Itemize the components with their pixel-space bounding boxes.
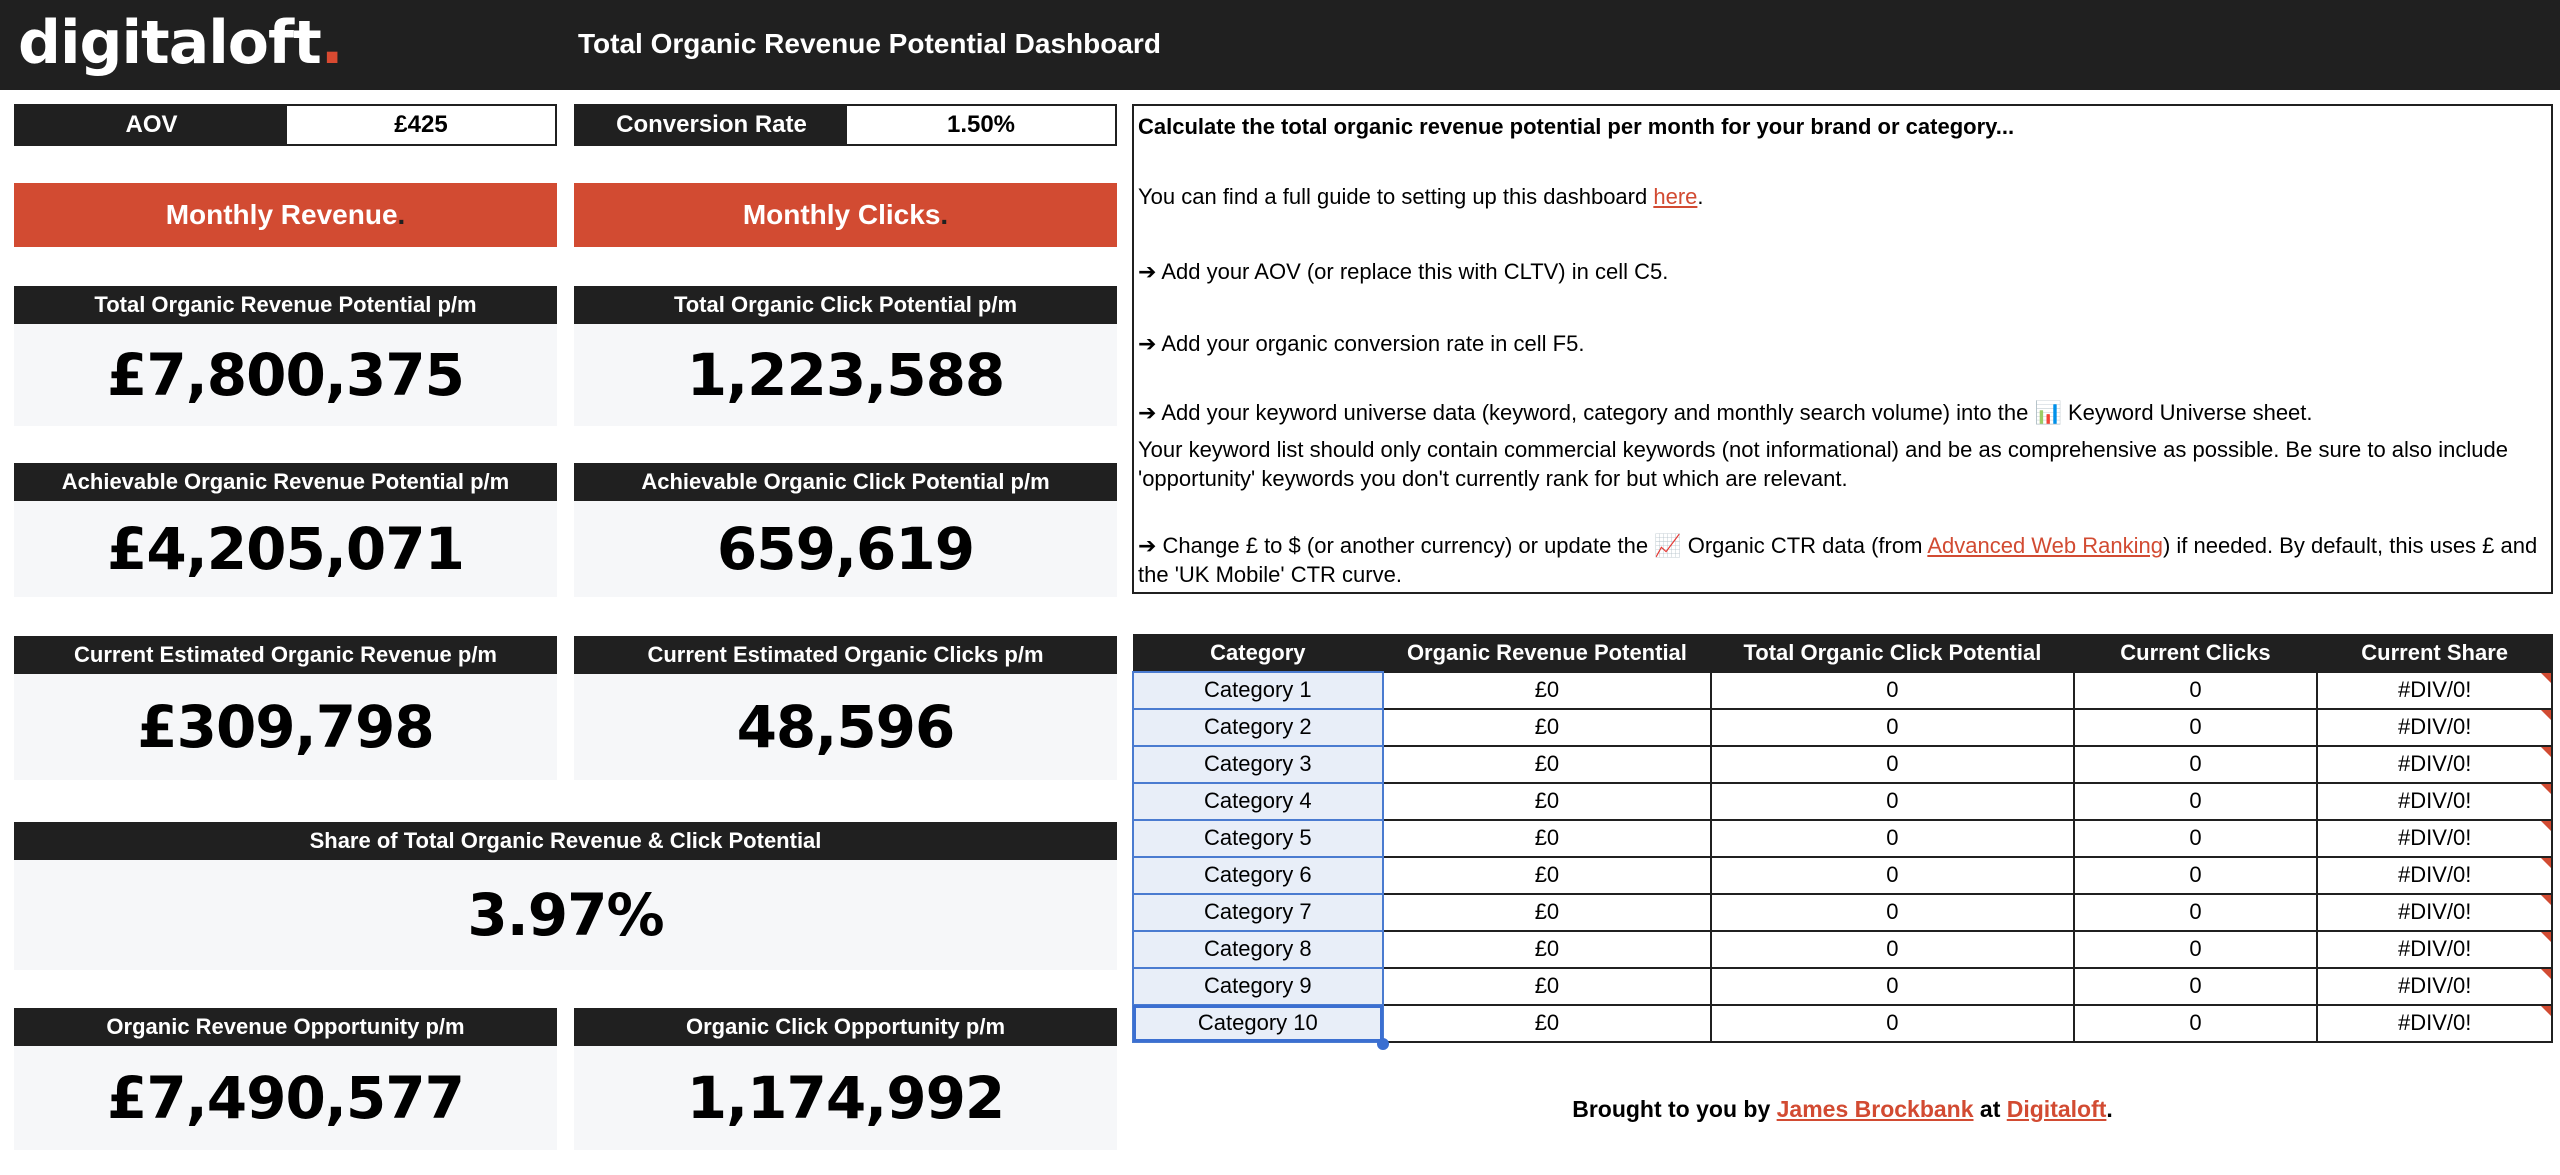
credits-suffix: . bbox=[2106, 1096, 2113, 1122]
instructions-heading: Calculate the total organic revenue potential per month for your brand or category... bbox=[1138, 114, 2015, 139]
step-currency-suffix: ) if needed. By default, this uses £ and the 'UK Mobile' CTR curve. bbox=[1138, 533, 2538, 587]
table-cell[interactable]: £0 bbox=[1383, 709, 1712, 746]
card-value: 48,596 bbox=[574, 674, 1117, 780]
step-conversion: ➔ Add your organic conversion rate in cell F5. bbox=[1138, 331, 1585, 356]
card-label: Total Organic Revenue Potential p/m bbox=[14, 286, 557, 324]
column-header: Category bbox=[1133, 635, 1383, 672]
table-cell[interactable]: 0 bbox=[1711, 672, 2073, 709]
credits-prefix: Brought to you by bbox=[1572, 1096, 1777, 1122]
table-cell[interactable]: 0 bbox=[2074, 672, 2318, 709]
table-cell[interactable]: 0 bbox=[2074, 783, 2318, 820]
card-value: 1,223,588 bbox=[574, 324, 1117, 426]
step-currency bbox=[1138, 531, 2547, 589]
current-clicks-card bbox=[574, 636, 1117, 780]
aov-value-cell[interactable]: £425 bbox=[287, 106, 555, 144]
card-label: Achievable Organic Click Potential p/m bbox=[574, 463, 1117, 501]
step-keywords-text: ➔ Add your keyword universe data (keyword, category and monthly search volume) into the bbox=[1138, 400, 2035, 425]
table-cell[interactable]: #DIV/0! bbox=[2317, 968, 2552, 1005]
category-cell[interactable]: Category 10 bbox=[1133, 1005, 1383, 1042]
column-header: Organic Revenue Potential bbox=[1383, 635, 1712, 672]
table-cell[interactable]: £0 bbox=[1383, 1005, 1712, 1042]
category-cell[interactable]: Category 9 bbox=[1133, 968, 1383, 1005]
credits-middle: at bbox=[1973, 1096, 2007, 1122]
table-row bbox=[1133, 894, 2552, 931]
table-cell[interactable]: 0 bbox=[2074, 968, 2318, 1005]
table-row bbox=[1133, 931, 2552, 968]
step-keywords-sheet: Keyword Universe sheet. bbox=[2061, 400, 2313, 425]
bar-chart-icon: 📊 bbox=[2034, 400, 2062, 425]
step-aov: ➔ Add your AOV (or replace this with CLTV) in cell C5. bbox=[1138, 259, 1669, 284]
table-cell[interactable]: 0 bbox=[2074, 746, 2318, 783]
author-link[interactable]: James Brockbank bbox=[1776, 1096, 1974, 1122]
guide-link[interactable]: here bbox=[1653, 184, 1698, 209]
table-cell[interactable]: #DIV/0! bbox=[2317, 783, 2552, 820]
table-cell[interactable]: £0 bbox=[1383, 857, 1712, 894]
step-keywords bbox=[1138, 398, 2547, 427]
guide-period: . bbox=[1697, 184, 1704, 209]
current-revenue-card bbox=[14, 636, 557, 780]
revenue-opportunity-card bbox=[14, 1008, 557, 1150]
table-cell[interactable]: #DIV/0! bbox=[2317, 857, 2552, 894]
keywords-note: Your keyword list should only contain commercial keywords (not informational) and be as comprehensive as possible. Be sure to also include 'opportunity' keywords you don't currently rank for but which are relevant. bbox=[1138, 437, 2508, 491]
conversion-rate-input-row bbox=[574, 104, 1117, 146]
table-cell[interactable]: 0 bbox=[2074, 857, 2318, 894]
column-header: Total Organic Click Potential bbox=[1711, 635, 2073, 672]
card-value: 659,619 bbox=[574, 501, 1117, 597]
table-cell[interactable]: 0 bbox=[2074, 709, 2318, 746]
table-cell[interactable]: 0 bbox=[1711, 746, 2073, 783]
table-cell[interactable]: #DIV/0! bbox=[2317, 1005, 2552, 1042]
table-header-row bbox=[1133, 635, 2552, 672]
column-header: Current Share bbox=[2317, 635, 2552, 672]
table-row bbox=[1133, 746, 2552, 783]
table-cell[interactable]: £0 bbox=[1383, 820, 1712, 857]
table-cell[interactable]: 0 bbox=[1711, 894, 2073, 931]
category-cell[interactable]: Category 6 bbox=[1133, 857, 1383, 894]
instructions-panel bbox=[1132, 104, 2553, 594]
share-card bbox=[14, 822, 1117, 970]
table-cell[interactable]: 0 bbox=[1711, 709, 2073, 746]
table-cell[interactable]: £0 bbox=[1383, 783, 1712, 820]
card-label: Total Organic Click Potential p/m bbox=[574, 286, 1117, 324]
table-cell[interactable]: #DIV/0! bbox=[2317, 820, 2552, 857]
card-value: £7,800,375 bbox=[14, 324, 557, 426]
aov-input-row bbox=[14, 104, 557, 146]
card-value: 3.97% bbox=[14, 860, 1117, 970]
table-cell[interactable]: 0 bbox=[2074, 820, 2318, 857]
table-cell[interactable]: 0 bbox=[1711, 968, 2073, 1005]
category-cell[interactable]: Category 5 bbox=[1133, 820, 1383, 857]
table-cell[interactable]: 0 bbox=[1711, 1005, 2073, 1042]
table-cell[interactable]: 0 bbox=[2074, 894, 2318, 931]
advanced-web-ranking-link[interactable]: Advanced Web Ranking bbox=[1927, 533, 2163, 558]
card-label: Organic Revenue Opportunity p/m bbox=[14, 1008, 557, 1046]
table-body bbox=[1133, 672, 2552, 1042]
card-value: 1,174,992 bbox=[574, 1046, 1117, 1150]
company-link[interactable]: Digitaloft bbox=[2006, 1096, 2107, 1122]
credits-footer bbox=[1132, 1096, 2553, 1123]
table-cell[interactable]: 0 bbox=[2074, 931, 2318, 968]
table-cell[interactable]: #DIV/0! bbox=[2317, 746, 2552, 783]
table-row bbox=[1133, 857, 2552, 894]
card-label: Achievable Organic Revenue Potential p/m bbox=[14, 463, 557, 501]
achievable-click-card bbox=[574, 463, 1117, 597]
table-row bbox=[1133, 820, 2552, 857]
table-cell[interactable]: £0 bbox=[1383, 672, 1712, 709]
table-cell[interactable]: #DIV/0! bbox=[2317, 709, 2552, 746]
category-cell[interactable]: Category 7 bbox=[1133, 894, 1383, 931]
table-cell[interactable]: #DIV/0! bbox=[2317, 894, 2552, 931]
table-cell[interactable]: £0 bbox=[1383, 968, 1712, 1005]
table-cell[interactable]: #DIV/0! bbox=[2317, 931, 2552, 968]
guide-line bbox=[1138, 182, 2547, 211]
table-cell[interactable]: #DIV/0! bbox=[2317, 672, 2552, 709]
click-opportunity-card bbox=[574, 1008, 1117, 1150]
table-cell[interactable]: 0 bbox=[2074, 1005, 2318, 1042]
guide-text: You can find a full guide to setting up this dashboard bbox=[1138, 184, 1654, 209]
card-value: £309,798 bbox=[14, 674, 557, 780]
column-header: Current Clicks bbox=[2074, 635, 2318, 672]
step-currency-middle: Organic CTR data (from bbox=[1681, 533, 1928, 558]
card-label: Organic Click Opportunity p/m bbox=[574, 1008, 1117, 1046]
card-label: Current Estimated Organic Clicks p/m bbox=[574, 636, 1117, 674]
category-cell[interactable]: Category 1 bbox=[1133, 672, 1383, 709]
table-row bbox=[1133, 709, 2552, 746]
card-label: Share of Total Organic Revenue & Click Potential bbox=[14, 822, 1117, 860]
card-value: £7,490,577 bbox=[14, 1046, 557, 1150]
category-cell[interactable]: Category 3 bbox=[1133, 746, 1383, 783]
card-label: Current Estimated Organic Revenue p/m bbox=[14, 636, 557, 674]
table-row bbox=[1133, 968, 2552, 1005]
page-title: Total Organic Revenue Potential Dashboard bbox=[578, 28, 1161, 59]
category-table bbox=[1132, 634, 2553, 1043]
achievable-revenue-card bbox=[14, 463, 557, 597]
card-value: £4,205,071 bbox=[14, 501, 557, 597]
table-cell[interactable]: £0 bbox=[1383, 894, 1712, 931]
digitaloft-logo: digitaloft. bbox=[18, 8, 343, 78]
aov-label: AOV bbox=[16, 106, 287, 144]
conversion-rate-label: Conversion Rate bbox=[576, 106, 847, 144]
total-click-card bbox=[574, 286, 1117, 426]
category-cell[interactable]: Category 8 bbox=[1133, 931, 1383, 968]
step-currency-text: ➔ Change £ to $ (or another currency) or update the bbox=[1138, 533, 1655, 558]
line-chart-icon: 📈 bbox=[1654, 533, 1682, 558]
selection-fill-handle[interactable] bbox=[1377, 1038, 1389, 1050]
table-cell[interactable]: 0 bbox=[1711, 820, 2073, 857]
total-revenue-card bbox=[14, 286, 557, 426]
table-cell[interactable]: £0 bbox=[1383, 746, 1712, 783]
table-cell[interactable]: 0 bbox=[1711, 857, 2073, 894]
table-row bbox=[1133, 1005, 2552, 1042]
conversion-rate-value-cell[interactable]: 1.50% bbox=[847, 106, 1115, 144]
table-row bbox=[1133, 672, 2552, 709]
header-bar bbox=[0, 0, 2560, 90]
category-cell[interactable]: Category 2 bbox=[1133, 709, 1383, 746]
table-row bbox=[1133, 783, 2552, 820]
monthly-revenue-button[interactable]: Monthly Revenue . bbox=[14, 183, 557, 247]
monthly-clicks-button[interactable]: Monthly Clicks . bbox=[574, 183, 1117, 247]
table-cell[interactable]: 0 bbox=[1711, 931, 2073, 968]
table-cell[interactable]: 0 bbox=[1711, 783, 2073, 820]
table-cell[interactable]: £0 bbox=[1383, 931, 1712, 968]
category-cell[interactable]: Category 4 bbox=[1133, 783, 1383, 820]
